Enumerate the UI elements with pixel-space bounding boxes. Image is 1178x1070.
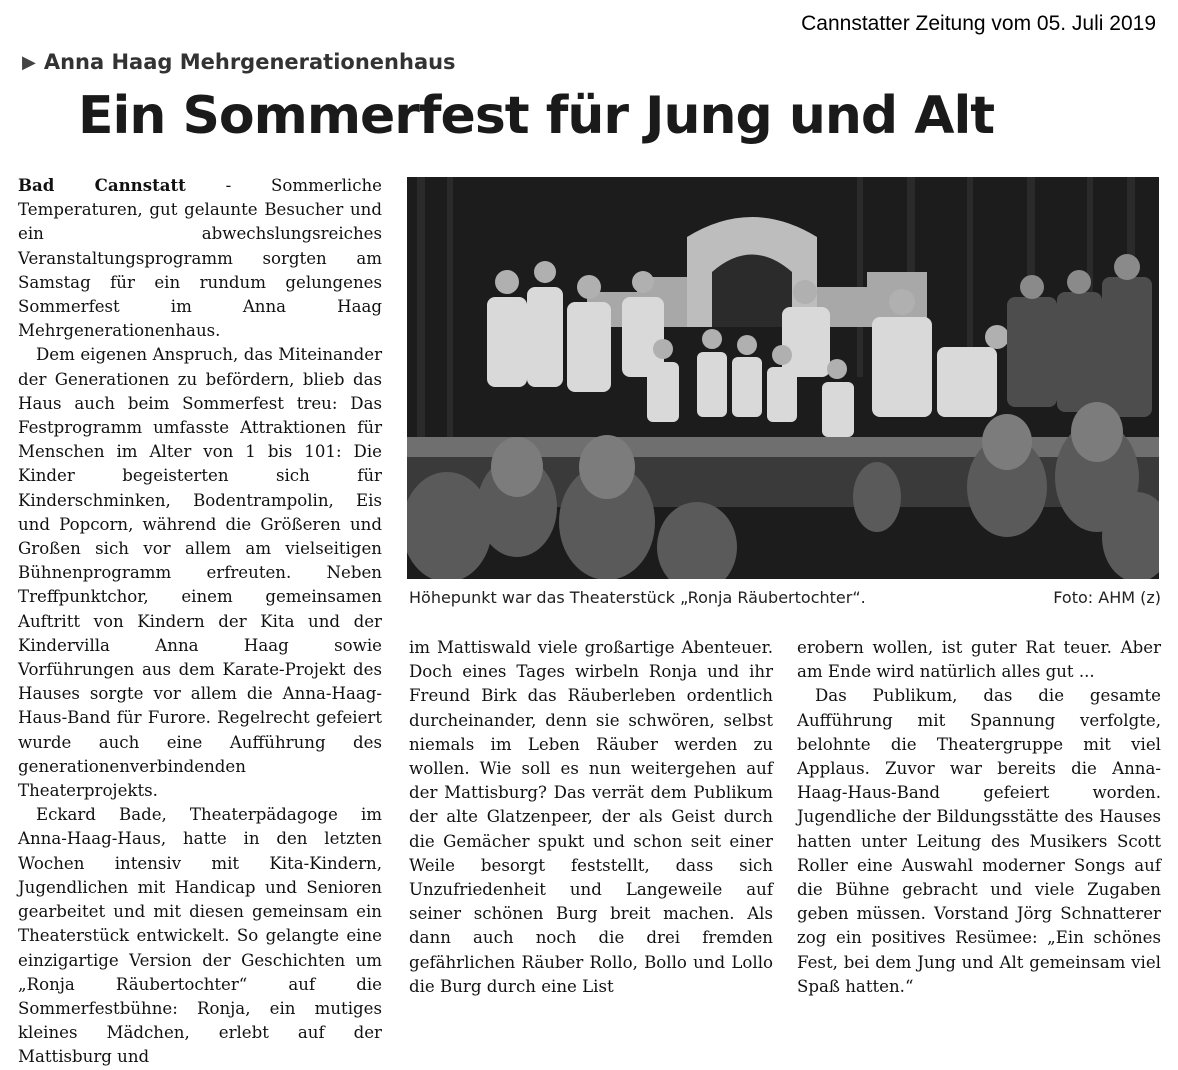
stage-photo bbox=[407, 177, 1159, 579]
article-paragraph: erobern wollen, ist guter Rat teuer. Aber am Ende wird natürlich alles gut ... bbox=[797, 638, 1161, 682]
article-column-3 bbox=[797, 636, 1161, 999]
article-paragraph: Das Publikum, das die gesamte Aufführung mit Spannung verfolgte, belohnte die Theatergruppe mit viel Applaus. Zuvor war bereits die Anna-Haag-Haus-Band gefeiert worden. Jugendliche der Bildungsstätte des Hauses hatten unter Leitung des Musikers Scott Roller eine Auswahl moderner Songs auf die Bühne gebracht und viele Zugaben geben müssen. Vorstand Jörg Schnatterer zog ein positives Resümee: „Ein schönes Fest, bei dem Jung und Alt gemeinsam viel Spaß hatten.“ bbox=[797, 686, 1161, 996]
kicker-label: Anna Haag Mehrgenerationenhaus bbox=[43, 50, 456, 74]
triangle-arrow-icon: ▶ bbox=[22, 51, 36, 73]
article-column-2 bbox=[409, 636, 773, 999]
dateline: Bad Cannstatt bbox=[18, 175, 186, 195]
stage-photo-image bbox=[407, 177, 1159, 579]
article-paragraph: Dem eigenen Anspruch, das Miteinander der Generationen zu befördern, blieb das Haus auch beim Sommerfest treu: Das Festprogramm umfasste Attraktionen für Menschen im Alter von 1 bis 101: Die Kinder begeisterten sich für Kinderschminken, Bodentrampolin, Eis und Popcorn, während die Größeren und Großen sich vor allem am vielseitigen Bühnenprogramm erfreuten. Neben Treffpunktchor, einem gemeinsamen Auftritt von Kindern der Kita und der Kindervilla Anna Haag sowie Vorführungen aus dem Karate-Projekt des Hauses sorgte vor allem die Anna-Haag-Haus-Band für Furore. Regelrecht gefeiert wurde auch eine Aufführung des generationenverbindenden Theaterprojekts. bbox=[18, 345, 382, 801]
article-paragraph bbox=[18, 173, 382, 343]
kicker bbox=[22, 50, 456, 74]
headline: Ein Sommerfest für Jung und Alt bbox=[78, 86, 995, 146]
photo-credit: Foto: AHM (z) bbox=[1053, 588, 1161, 607]
photo-caption-row bbox=[409, 588, 1161, 607]
article-paragraph: im Mattiswald viele großartige Abenteuer. Doch eines Tages wirbeln Ronja und ihr Freund Birk das Räuberleben ordentlich durcheinander, denn sie schwören, selbst niemals im Leben Räuber werden zu wollen. Wie soll es nun weitergehen auf der Mattisburg? Das verrät dem Publikum der alte Glatzenpeer, der als Geist durch die Gemächer spukt und schon seit einer Weile besorgt feststellt, dass sich Unzufriedenheit und Langeweile auf seiner schönen Burg breit machen. Als dann auch noch die drei fremden gefährlichen Räuber Rollo, Bollo und Lollo die Burg durch eine List bbox=[409, 638, 773, 996]
lead-text: - Sommerliche Temperaturen, gut gelaunte Besucher und ein abwechslungsreiches Veranstaltungsprogramm sorgten am Samstag für ein rundum gelungenes Sommerfest im Anna Haag Mehrgenerationenhaus. bbox=[18, 176, 382, 341]
article-column-1 bbox=[18, 173, 382, 1070]
photo-caption: Höhepunkt war das Theaterstück „Ronja Räubertochter“. bbox=[409, 588, 866, 607]
source-line: Cannstatter Zeitung vom 05. Juli 2019 bbox=[801, 12, 1156, 35]
article-paragraph: Eckard Bade, Theaterpädagoge im Anna-Haag-Haus, hatte in den letzten Wochen intensiv mit Kita-Kindern, Jugendlichen mit Handicap und Senioren gearbeitet und mit diesen gemeinsam ein Theaterstück entwickelt. So gelangte eine einzigartige Version der Geschichten um „Ronja Räubertochter“ auf die Sommerfestbühne: Ronja, ein mutiges kleines Mädchen, erlebt auf der Mattisburg und bbox=[18, 805, 382, 1067]
